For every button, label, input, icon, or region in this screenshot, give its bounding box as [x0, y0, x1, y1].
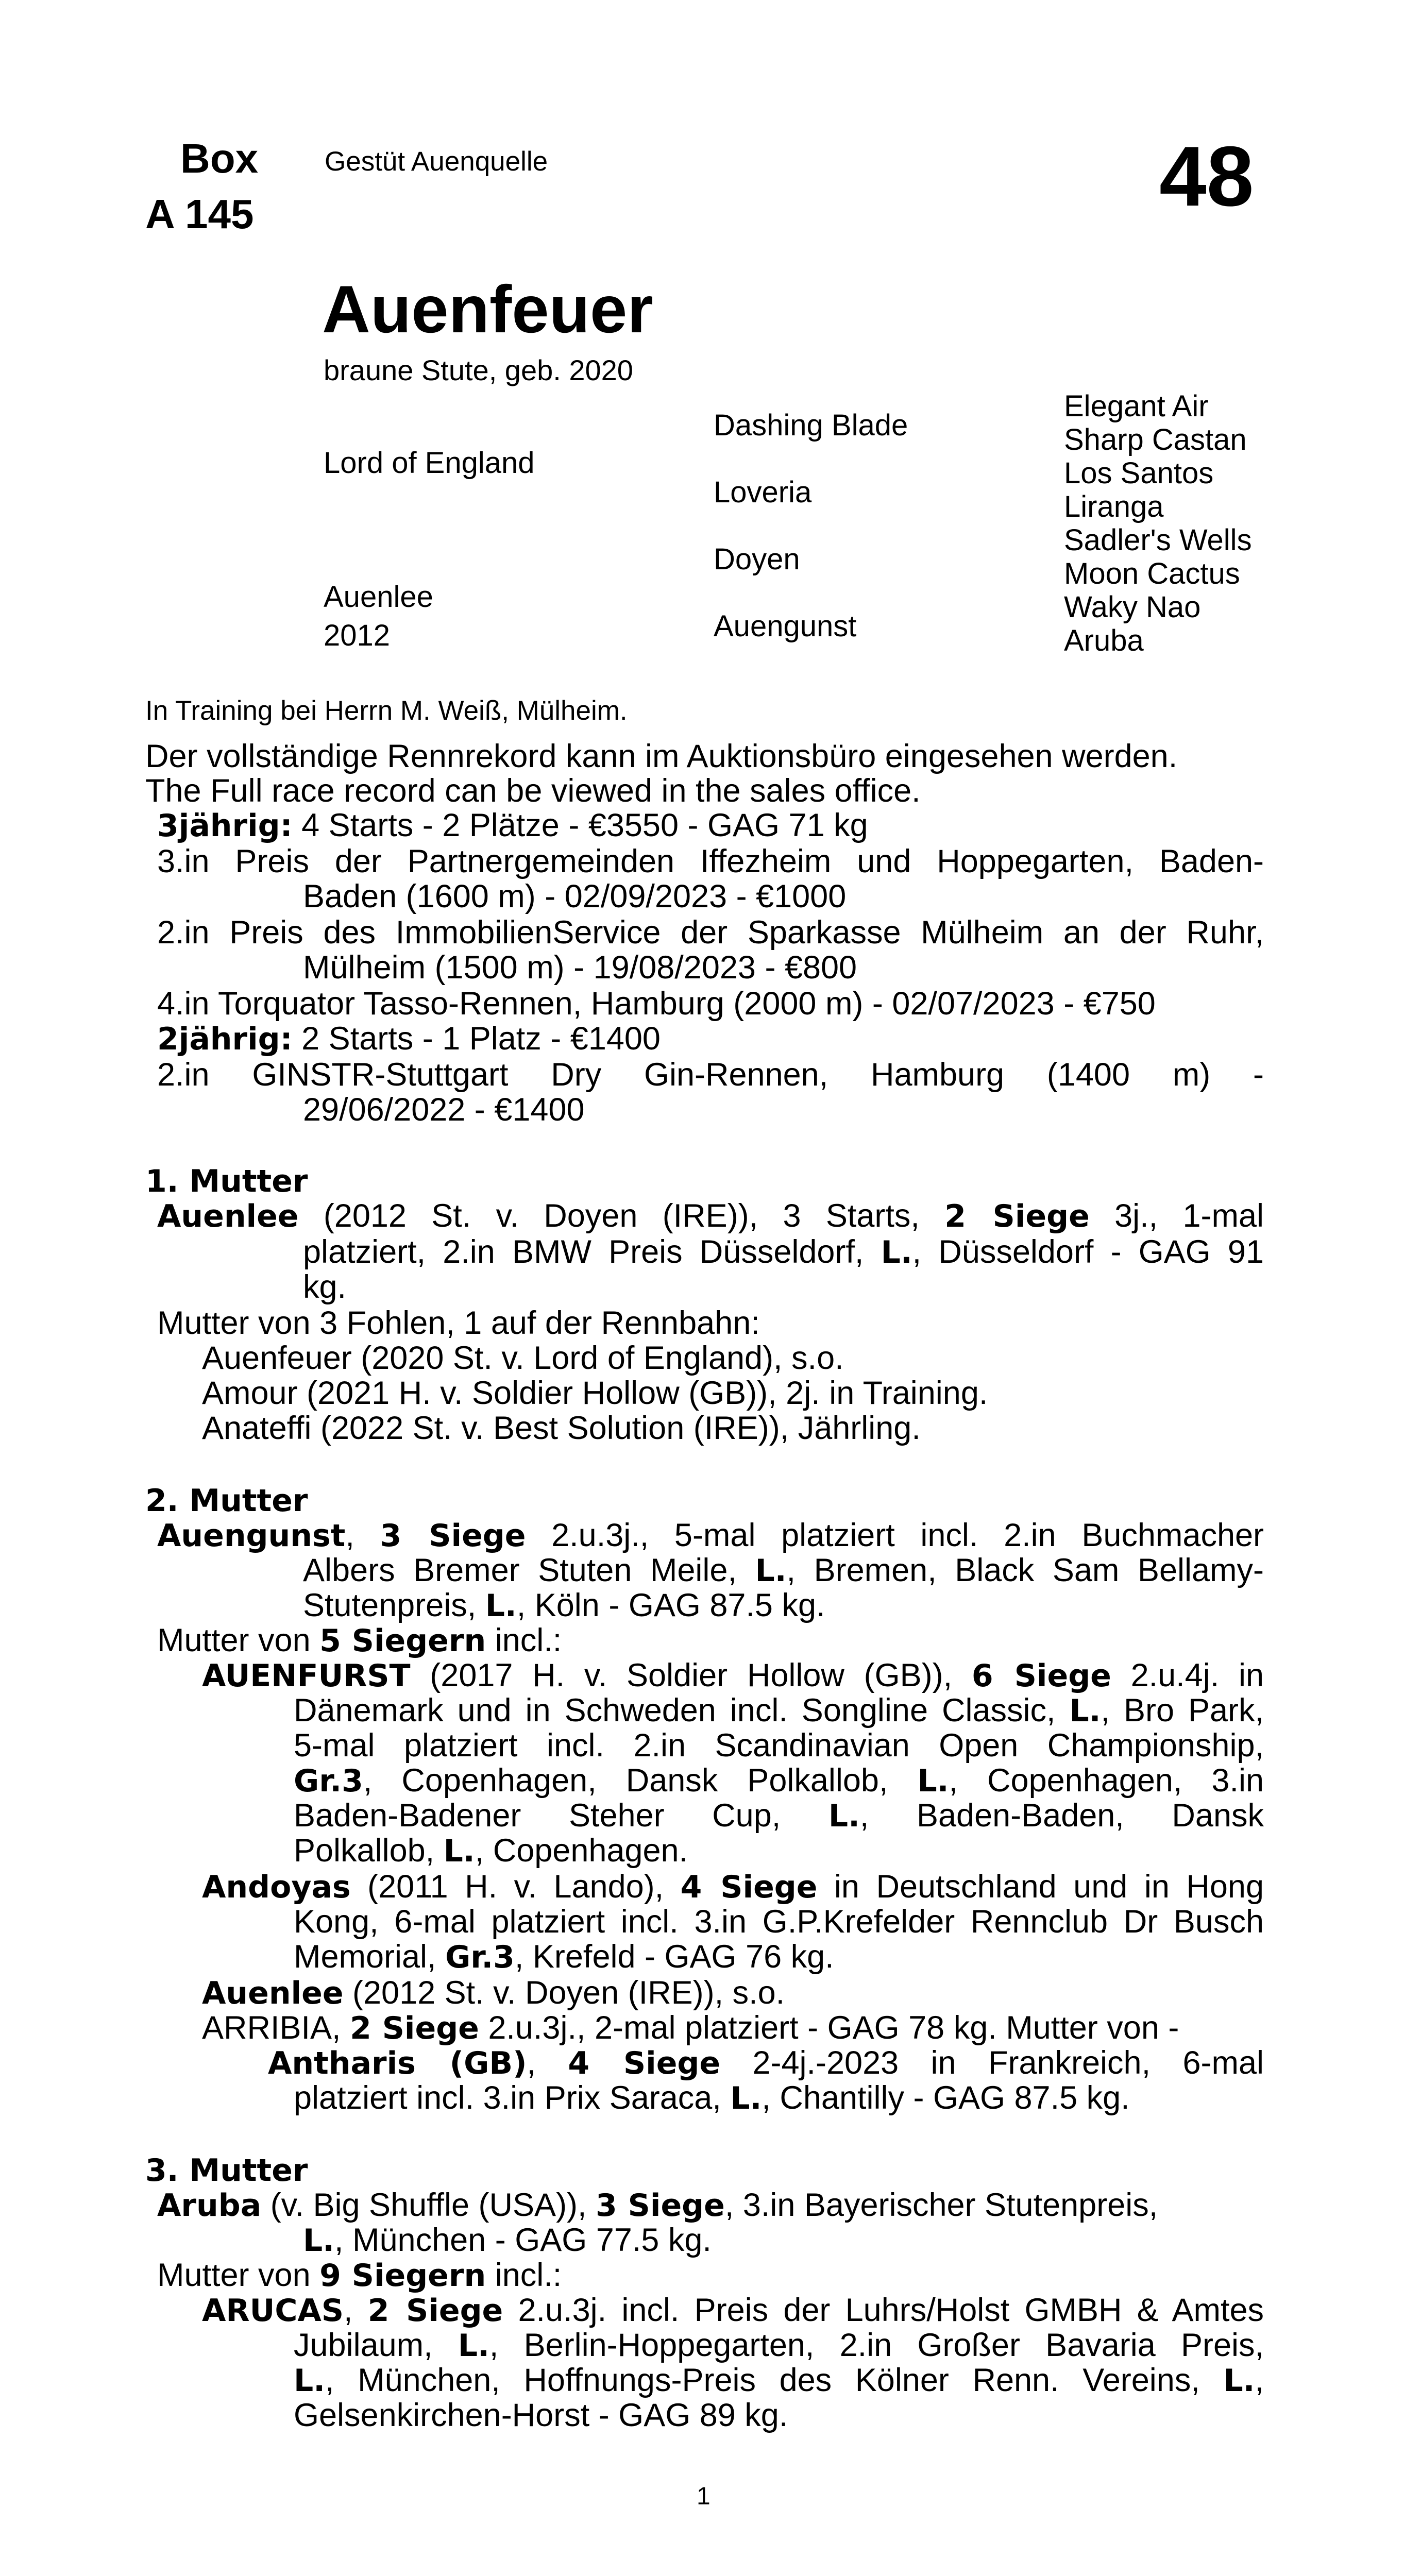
progeny-line: Antharis (GB), 4 Siege 2-4j.-2023 in Frankreich, 6-mal	[268, 2045, 1264, 2081]
age2-stats: 2 Starts - 1 Platz - €1400	[292, 1021, 661, 1057]
pedigree-grandparent: Loveria	[714, 476, 812, 509]
produce-item: Anateffi (2022 St. v. Best Solution (IRE)), Jährling.	[202, 1410, 921, 1446]
progeny-line: Andoyas (2011 H. v. Lando), 4 Siege in Deutschland und in Hong	[202, 1869, 1264, 1905]
progeny-name: Andoyas	[202, 1869, 351, 1905]
pedigree-great-grandparent: Aruba	[1064, 624, 1144, 657]
progeny-line: ARRIBIA, 2 Siege 2.u.3j., 2-mal platziert - GAG 78 kg. Mutter von -	[202, 2010, 1179, 2046]
age3-label: 3jährig:	[157, 808, 293, 844]
dam1-line: kg.	[303, 1269, 347, 1305]
dam1-name: Auenlee	[157, 1198, 299, 1234]
produce-item: Auenfeuer (2020 St. v. Lord of England), s.o.	[202, 1340, 844, 1376]
horse-name: Auenfeuer	[322, 272, 653, 347]
dam2-heading: 2. Mutter	[145, 1483, 308, 1519]
pedigree-dam: Auenlee	[324, 580, 433, 614]
progeny-line: platziert incl. 3.in Prix Saraca, L., Chantilly - GAG 87.5 kg.	[294, 2080, 1130, 2116]
pedigree-dam-year: 2012	[324, 619, 391, 652]
dam3-line: Aruba (v. Big Shuffle (USA)), 3 Siege, 3.in Bayerischer Stutenpreis,	[157, 2187, 1158, 2224]
race-result-cont: Baden (1600 m) - 02/09/2023 - €1000	[303, 878, 847, 914]
dam1-line: platziert, 2.in BMW Preis Düsseldorf, L., Düsseldorf - GAG 91	[303, 1234, 1264, 1270]
training-note: In Training bei Herrn M. Weiß, Mülheim.	[145, 696, 628, 726]
progeny-line: Gelsenkirchen-Horst - GAG 89 kg.	[294, 2397, 788, 2433]
progeny-line: Gr.3, Copenhagen, Dansk Polkallob, L., Copenhagen, 3.in	[294, 1762, 1264, 1799]
lot-number: 48	[1159, 129, 1254, 224]
dam1-heading: 1. Mutter	[145, 1163, 308, 1199]
dam3-winners-intro: Mutter von 9 Siegern incl.:	[157, 2257, 562, 2294]
age2-summary	[157, 1021, 661, 1057]
record-note-de: Der vollständige Rennrekord kann im Auktionsbüro eingesehen werden.	[145, 738, 1178, 774]
progeny-line: AUENFURST (2017 H. v. Soldier Hollow (GB)), 6 Siege 2.u.4j. in	[202, 1657, 1264, 1694]
progeny-line: ARUCAS, 2 Siege 2.u.3j. incl. Preis der Luhrs/Holst GMBH & Amtes	[202, 2292, 1264, 2329]
horse-description: braune Stute, geb. 2020	[324, 354, 633, 386]
age3-stats: 4 Starts - 2 Plätze - €3550 - GAG 71 kg	[292, 807, 868, 843]
race-result: 2.in Preis des ImmobilienService der Sparkasse Mülheim an der Ruhr,	[157, 914, 1264, 951]
race-result: 3.in Preis der Partnergemeinden Iffezheim und Hoppegarten, Baden-	[157, 843, 1264, 879]
breeder: Gestüt Auenquelle	[325, 146, 548, 177]
race-result: 4.in Torquator Tasso-Rennen, Hamburg (2000 m) - 02/07/2023 - €750	[157, 986, 1156, 1022]
dam1-produce-intro: Mutter von 3 Fohlen, 1 auf der Rennbahn:	[157, 1305, 760, 1341]
dam2-winners-intro: Mutter von 5 Siegern incl.:	[157, 1622, 562, 1659]
progeny-line: Polkallob, L., Copenhagen.	[294, 1833, 688, 1869]
page-number: 1	[697, 2483, 711, 2510]
progeny-line: Memorial, Gr.3, Krefeld - GAG 76 kg.	[294, 1939, 834, 1975]
progeny-line: Jubilaum, L., Berlin-Hoppegarten, 2.in Großer Bavaria Preis,	[294, 2327, 1264, 2364]
race-result-cont: Mülheim (1500 m) - 19/08/2023 - €800	[303, 950, 857, 986]
race-result-cont: 29/06/2022 - €1400	[303, 1092, 585, 1128]
progeny-line: Baden-Badener Steher Cup, L., Baden-Baden, Dansk	[294, 1798, 1264, 1834]
progeny-name: Auenlee	[202, 1975, 344, 2011]
progeny-line: Auenlee (2012 St. v. Doyen (IRE)), s.o.	[202, 1975, 785, 2011]
pedigree-great-grandparent: Los Santos	[1064, 456, 1214, 490]
pedigree-grandparent: Dashing Blade	[714, 409, 908, 442]
age3-summary	[157, 807, 868, 844]
dam3-name: Aruba	[157, 2188, 262, 2224]
dam3-heading: 3. Mutter	[145, 2153, 308, 2189]
dam2-name: Auengunst	[157, 1518, 346, 1554]
progeny-name: AUENFURST	[202, 1658, 411, 1694]
pedigree-grandparent: Doyen	[714, 543, 800, 576]
pedigree-grandparent: Auengunst	[714, 609, 857, 643]
pedigree-great-grandparent: Sadler's Wells	[1064, 523, 1252, 557]
race-result: 2.in GINSTR-Stuttgart Dry Gin-Rennen, Hamburg (1400 m) -	[157, 1057, 1264, 1093]
pedigree-great-grandparent: Sharp Castan	[1064, 423, 1247, 456]
progeny-name: ARUCAS	[202, 2293, 344, 2329]
dam3-line: L., München - GAG 77.5 kg.	[303, 2222, 712, 2259]
progeny-line: Dänemark und in Schweden incl. Songline Classic, L., Bro Park,	[294, 1692, 1264, 1729]
produce-item: Amour (2021 H. v. Soldier Hollow (GB)), 2j. in Training.	[202, 1375, 988, 1411]
age2-label: 2jährig:	[157, 1021, 293, 1057]
progeny-line: L., München, Hoffnungs-Preis des Kölner Renn. Vereins, L.,	[294, 2362, 1264, 2399]
pedigree-great-grandparent: Liranga	[1064, 490, 1164, 523]
dam2-line: Stutenpreis, L., Köln - GAG 87.5 kg.	[303, 1587, 825, 1624]
dam2-line: Albers Bremer Stuten Meile, L., Bremen, Black Sam Bellamy-	[303, 1552, 1264, 1589]
box-word: Box	[180, 135, 259, 181]
pedigree-great-grandparent: Waky Nao	[1064, 590, 1201, 624]
progeny-line: 5-mal platziert incl. 2.in Scandinavian Open Championship,	[294, 1727, 1264, 1764]
progeny-line: Kong, 6-mal platziert incl. 3.in G.P.Krefelder Rennclub Dr Busch	[294, 1904, 1264, 1940]
pedigree-great-grandparent: Moon Cactus	[1064, 557, 1240, 590]
record-note-en: The Full race record can be viewed in the sales office.	[145, 773, 921, 809]
dam1-line: Auenlee (2012 St. v. Doyen (IRE)), 3 Starts, 2 Siege 3j., 1-mal	[157, 1198, 1264, 1234]
dam2-line: Auengunst, 3 Siege 2.u.3j., 5-mal platziert incl. 2.in Buchmacher	[157, 1517, 1264, 1554]
pedigree-sire: Lord of England	[324, 446, 535, 480]
box-number: A 145	[145, 191, 254, 237]
pedigree-great-grandparent: Elegant Air	[1064, 389, 1209, 423]
